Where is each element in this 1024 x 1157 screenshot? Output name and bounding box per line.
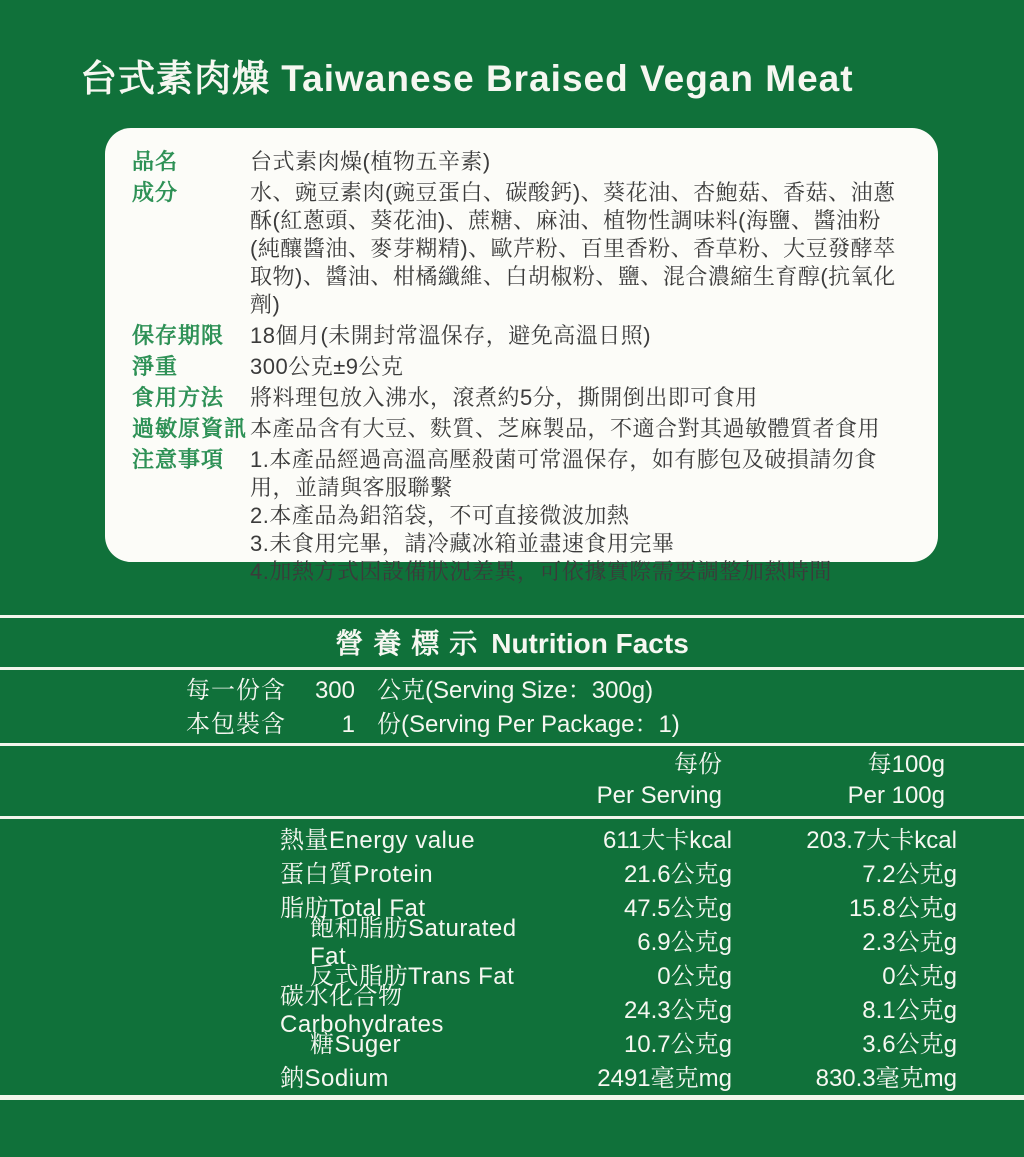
per-serving-value: 21.6公克g xyxy=(623,860,732,888)
serving-size-unit: 公克(Serving Size：300g) xyxy=(377,677,654,704)
serving-size-row xyxy=(0,674,1024,708)
per-100g-value: 830.3毫克mg xyxy=(815,1064,957,1092)
info-label-directions: 食用方法 xyxy=(132,385,225,410)
per-100g-value: 8.1公克g xyxy=(862,996,957,1024)
nutrient-label: 脂肪Total Fat xyxy=(280,894,426,922)
table-row-sodium xyxy=(0,1058,1024,1092)
serving-size-amount: 300 xyxy=(314,677,355,704)
per-100g-value: 15.8公克g xyxy=(848,894,957,922)
table-row-carbohydrates xyxy=(0,982,1024,1038)
per-serving-header-zh: 每份 xyxy=(674,751,722,778)
per-100g-value: 3.6公克g xyxy=(862,1030,957,1058)
per-100g-header-en: Per 100g xyxy=(847,782,945,809)
serving-info xyxy=(0,674,1024,742)
precaution-item: 2.本產品為鋁箔袋，不可直接微波加熱 xyxy=(250,503,630,528)
table-row-saturated-fat xyxy=(0,914,1024,970)
header-spacer xyxy=(280,749,532,811)
divider-line xyxy=(0,667,1024,670)
product-info-card xyxy=(105,128,938,584)
nutrient-label: 熱量Energy value xyxy=(280,826,476,854)
info-value-shelf-life: 18個月(未開封常溫保存，避免高溫日照) xyxy=(250,323,652,348)
per-100g-column-header xyxy=(732,749,957,811)
per-serving-value: 24.3公克g xyxy=(623,996,732,1024)
table-row-energy xyxy=(0,820,1024,854)
nutrition-facts-title-zh: 營養標示 xyxy=(335,628,488,659)
per-serving-column-header xyxy=(532,749,732,811)
info-label-net-weight: 淨重 xyxy=(132,354,179,379)
info-label-ingredients: 成分 xyxy=(132,180,179,205)
info-value-allergens: 本產品含有大豆、麩質、芝麻製品，不適合對其過敏體質者食用 xyxy=(250,416,881,441)
per-serving-value: 2491毫克mg xyxy=(597,1064,732,1092)
nutrition-table-header xyxy=(0,749,1024,811)
table-row-sugar xyxy=(0,1024,1024,1058)
nutrient-label: 碳水化合物Carbohydrates xyxy=(280,982,444,1038)
nutrient-label: 飽和脂肪Saturated Fat xyxy=(310,914,517,970)
precaution-item: 4.加熱方式因設備狀況差異，可依據實際需要調整加熱時間 xyxy=(250,559,832,584)
nutrient-label: 鈉Sodium xyxy=(280,1064,389,1092)
precaution-item: 1.本產品經過高溫高壓殺菌可常溫保存，如有膨包及破損請勿食用，並請與客服聯繫 xyxy=(250,447,877,500)
per-serving-value: 611大卡kcal xyxy=(603,826,732,854)
per-serving-value: 47.5公克g xyxy=(623,894,732,922)
per-serving-value: 0公克g xyxy=(657,962,732,990)
servings-per-package-label: 本包裝含 xyxy=(186,711,286,738)
per-serving-value: 6.9公克g xyxy=(637,928,732,956)
info-value-precautions xyxy=(250,446,910,586)
per-100g-value: 2.3公克g xyxy=(862,928,957,956)
nutrition-table xyxy=(0,820,1024,1092)
divider-line-thick xyxy=(0,1095,1024,1100)
servings-per-package-amount: 1 xyxy=(341,711,355,738)
info-value-ingredients: 水、豌豆素肉(豌豆蛋白、碳酸鈣)、葵花油、杏鮑菇、香菇、油蔥酥(紅蔥頭、葵花油)、蔗糖、麻油、植物性調味料(海鹽、醬油粉(純釀醬油、麥芽糊精)、歐芹粉、百里香粉、香草粉、大豆發酵萃取物)、醬油、柑橘纖維、白胡椒粉、鹽、混合濃縮生育醇(抗氧化劑) xyxy=(250,180,896,317)
page-title: 台式素肉燥 Taiwanese Braised Vegan Meat xyxy=(80,58,854,99)
divider-line xyxy=(0,743,1024,746)
info-value-directions: 將料理包放入沸水，滾煮約5分，撕開倒出即可食用 xyxy=(250,385,758,410)
info-label-shelf-life: 保存期限 xyxy=(132,323,225,348)
per-serving-value: 10.7公克g xyxy=(623,1030,732,1058)
nutrition-facts-title xyxy=(0,622,1024,666)
serving-size-label: 每一份含 xyxy=(186,677,286,704)
per-100g-value: 0公克g xyxy=(882,962,957,990)
per-serving-header-en: Per Serving xyxy=(596,782,722,809)
info-label-product-name: 品名 xyxy=(132,149,179,174)
divider-line xyxy=(0,615,1024,618)
nutrient-label: 糖Suger xyxy=(310,1030,402,1058)
per-100g-value: 203.7大卡kcal xyxy=(806,826,957,854)
nutrient-label: 反式脂肪Trans Fat xyxy=(310,962,515,990)
per-100g-value: 7.2公克g xyxy=(862,860,957,888)
nutrition-facts-title-en: Nutrition Facts xyxy=(491,628,689,659)
per-100g-header-zh: 每100g xyxy=(867,751,945,778)
servings-per-package-row xyxy=(0,708,1024,742)
precaution-item: 3.未食用完畢，請冷藏冰箱並盡速食用完畢 xyxy=(250,531,675,556)
info-value-net-weight: 300公克±9公克 xyxy=(250,354,404,379)
info-value-product-name: 台式素肉燥(植物五辛素) xyxy=(250,149,491,174)
nutrient-label: 蛋白質Protein xyxy=(280,860,434,888)
info-label-precautions: 注意事項 xyxy=(132,447,225,472)
info-label-allergens: 過敏原資訊 xyxy=(132,416,248,441)
table-row-protein xyxy=(0,854,1024,888)
servings-per-package-unit: 份(Serving Per Package：1) xyxy=(377,711,680,738)
